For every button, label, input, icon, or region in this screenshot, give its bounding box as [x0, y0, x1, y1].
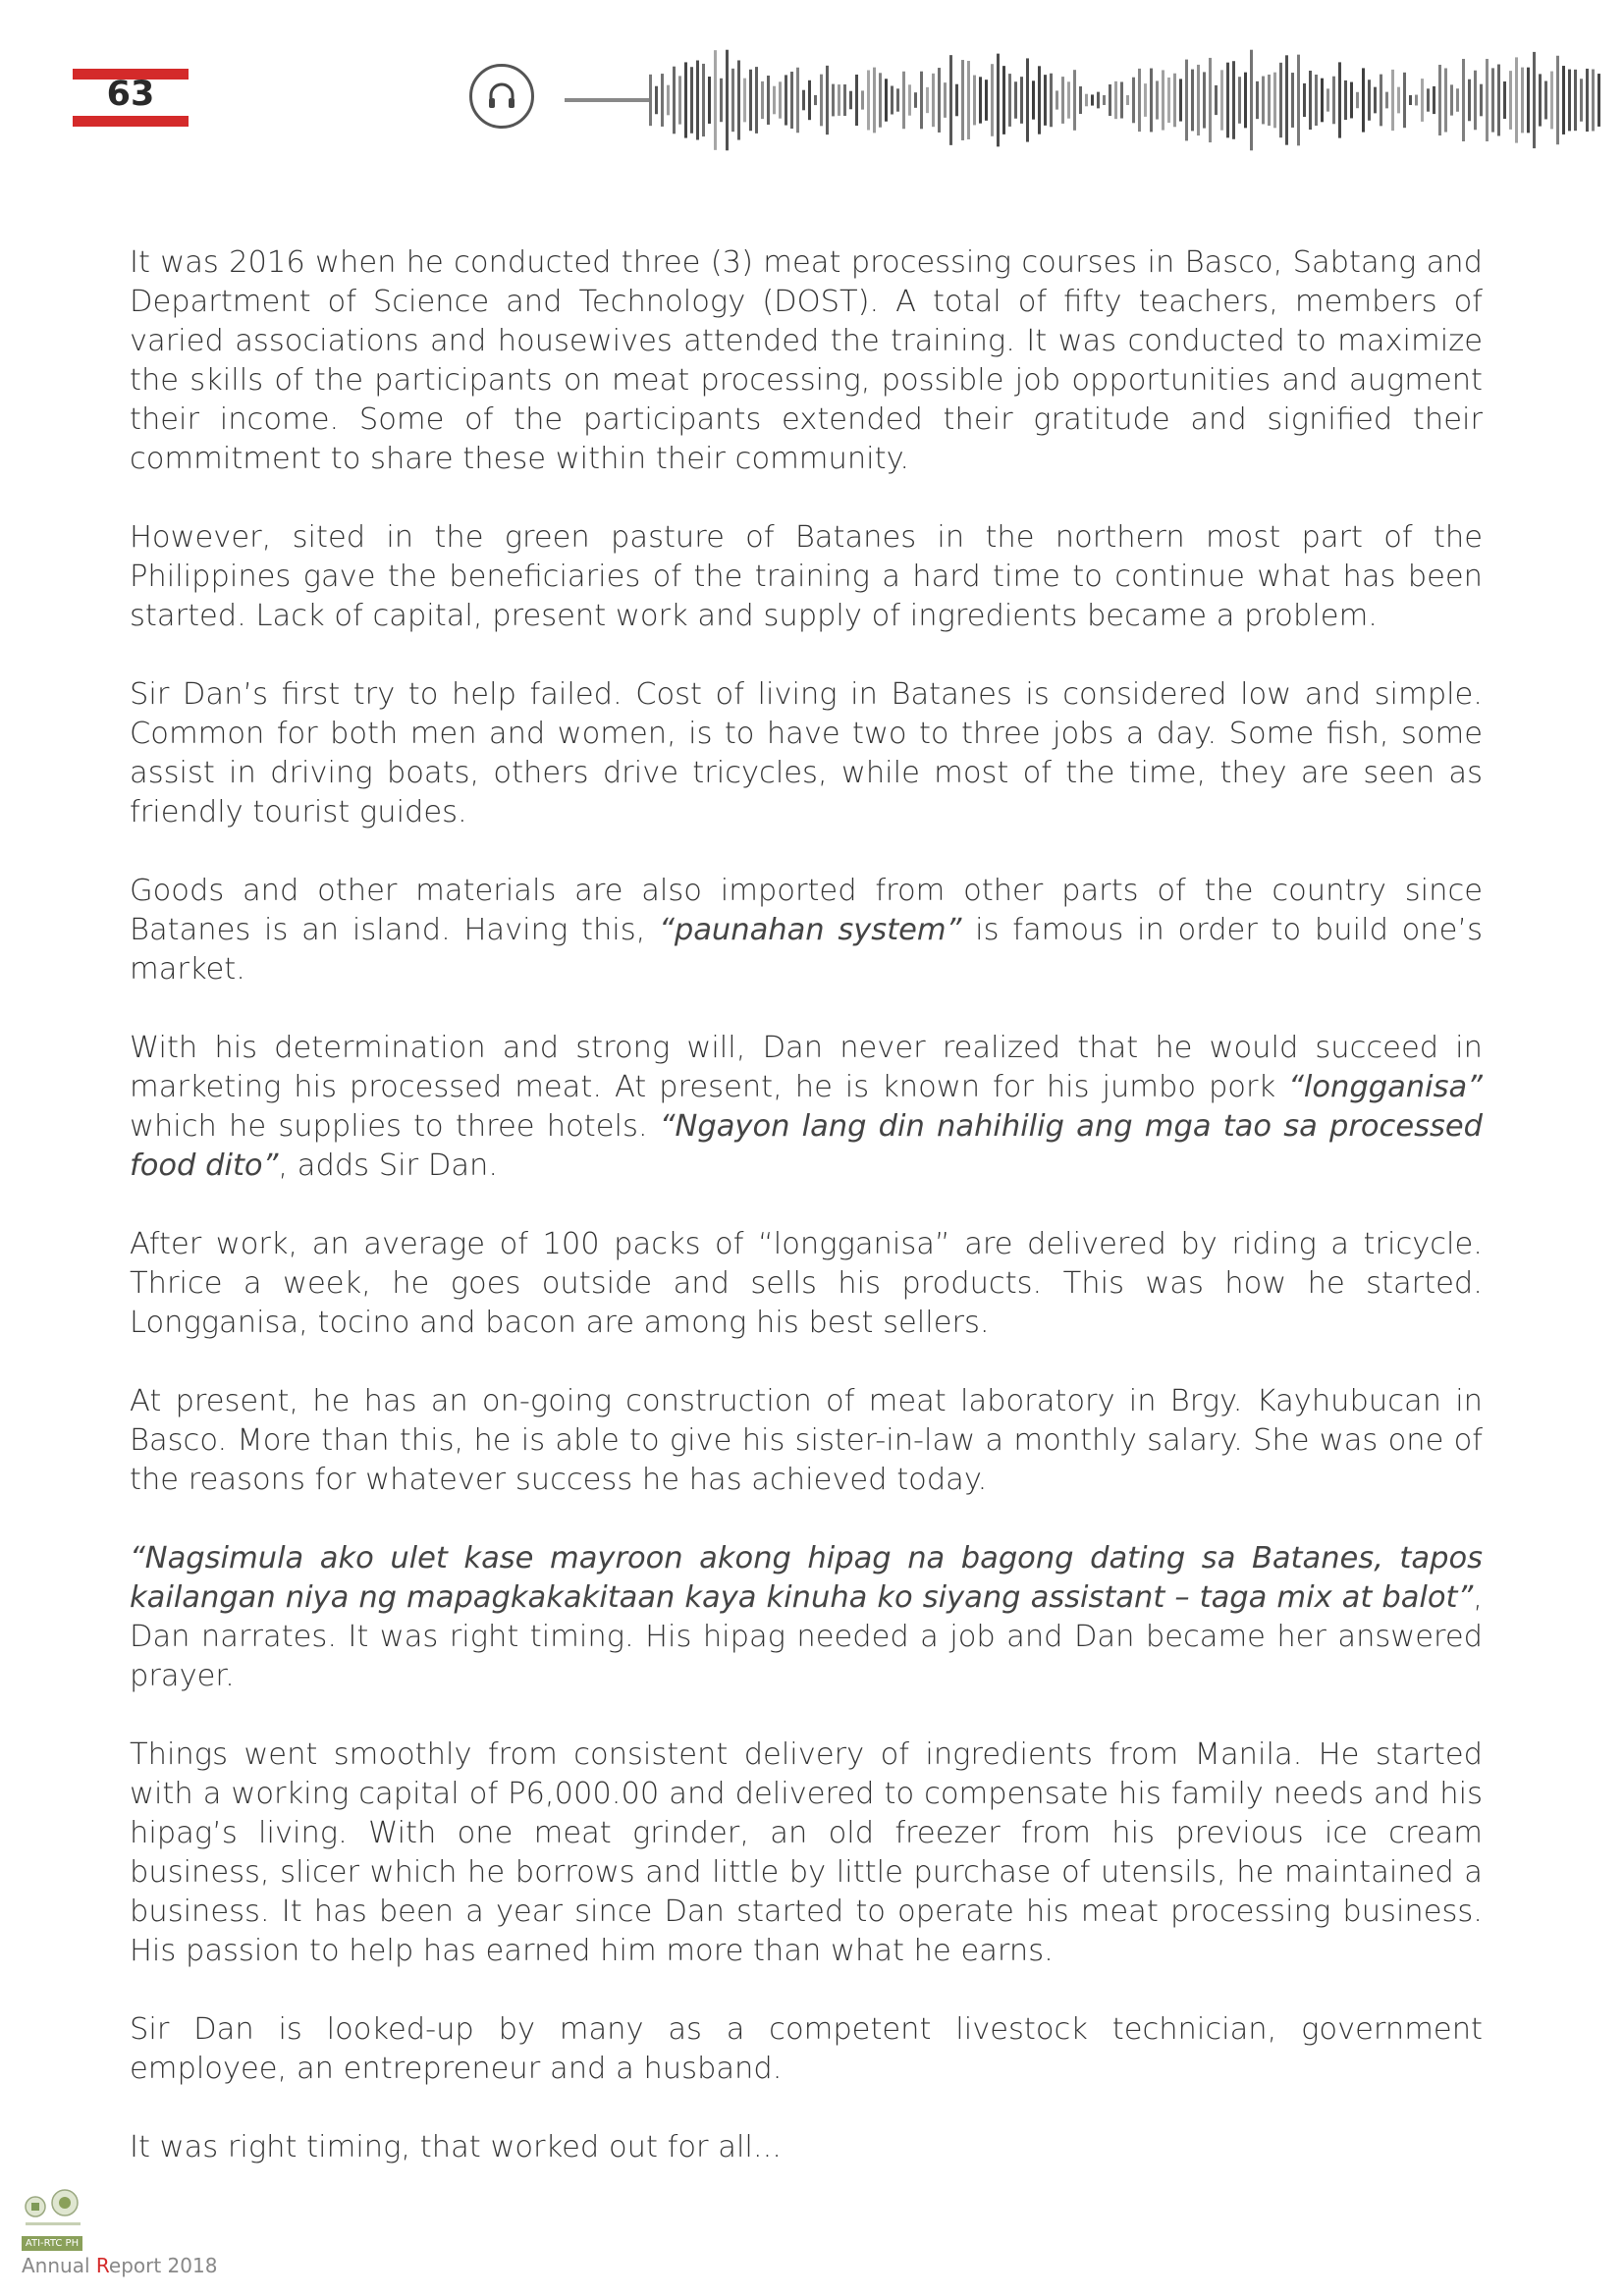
- page-number-badge: [73, 61, 189, 132]
- text-segment: is famous in order to build one’s market.: [130, 913, 1483, 987]
- text-segment: Things went smoothly from consistent delivery of ingredients from Manila. He started with a working capital of P6,000.00 and delivered to compensate his family needs and his hipag’s living. With one meat grinder, an old freezer from his previous ice cream business, slicer which he borrows and little by little purchase of utensils, he maintained a business. It has been a year since Dan started to operate his meat processing business. His passion to help has earned him more than what he earns.: [130, 1737, 1483, 1968]
- article-paragraph: [130, 1735, 1483, 1971]
- article-paragraph: [130, 1225, 1483, 1343]
- article-body: [130, 243, 1483, 2207]
- text-segment: Sir Dan’s first try to help failed. Cost of living in Batanes is considered low and simple. Common for both men and women, is to have two to three jobs a day. Some fish, some assist in driving boats, others drive tricycles, while most of the time, they are seen as friendly tourist guides.: [130, 677, 1483, 829]
- article-paragraph: [130, 1029, 1483, 1186]
- text-segment: Sir Dan is looked-up by many as a competent livestock technician, government employee, an entrepreneur and a husband.: [130, 2012, 1483, 2086]
- article-paragraph: [130, 2010, 1483, 2089]
- article-paragraph: [130, 2128, 1483, 2167]
- annual-report-label: [22, 2254, 217, 2277]
- italic-quote: “longganisa”: [1288, 1070, 1483, 1104]
- footer-branding: [22, 2187, 238, 2285]
- text-segment: With his determination and strong will, Dan never realized that he would succeed in marketing his processed meat. At present, he is known for his jumbo pork: [130, 1031, 1483, 1104]
- text-segment: It was 2016 when he conducted three (3) meat processing courses in Basco, Sabtang and Department of Science and Technology (DOST). A total of fifty teachers, members of varied associations and housewives attended the training. It was conducted to maximize the skills of the participants on meat processing, possible job opportunities and augment their income. Some of the participants extended their gratitude and signified their commitment to share these within their community.: [130, 245, 1483, 476]
- text-segment: At present, he has an on-going construction of meat laboratory in Brgy. Kayhubucan in Basco. More than this, he is able to give his sister-in-law a monthly salary. She was one of the reasons for whatever success he has achieved today.: [130, 1384, 1483, 1497]
- badge-bottom-bar: [73, 116, 189, 127]
- logo-band: ATI-RTC PH: [22, 2236, 82, 2251]
- article-paragraph: [130, 1382, 1483, 1500]
- footer-label-accent: R: [95, 2254, 109, 2277]
- article-paragraph: [130, 243, 1483, 479]
- text-segment: , Dan narrates. It was right timing. His hipag needed a job and Dan became her answered prayer.: [130, 1580, 1483, 1693]
- organization-logo-icon: [22, 2187, 84, 2230]
- text-segment: Goods and other materials are also imported from other parts of the country since Batanes is an island. Having this,: [130, 874, 1483, 947]
- article-paragraph: [130, 872, 1483, 989]
- article-paragraph: [130, 1539, 1483, 1696]
- text-segment: After work, an average of 100 packs of “longganisa” are delivered by riding a tricycle. Thrice a week, he goes outside and sells his products. This was how he started. Longganisa, tocino and bacon are among his best sellers.: [130, 1227, 1483, 1340]
- italic-quote: “Nagsimula ako ulet kase mayroon akong hipag na bagong dating sa Batanes, tapos kailangan niya ng mapagkakakitaan kaya kinuha ko siyang assistant – taga mix at balot”: [130, 1541, 1483, 1615]
- article-paragraph: [130, 518, 1483, 636]
- text-segment: It was right timing, that worked out for all...: [130, 2130, 782, 2164]
- italic-quote: “Ngayon lang din nahihilig ang mga tao sa processed food dito”: [130, 1109, 1483, 1183]
- article-paragraph: [130, 675, 1483, 832]
- audio-waveform-graphic: [565, 33, 1605, 167]
- text-segment: However, sited in the green pasture of Batanes in the northern most part of the Philippines gave the beneficiaries of the training a hard time to continue what has been started. Lack of capital, present work and supply of ingredients became a problem.: [130, 520, 1483, 633]
- text-segment: , adds Sir Dan.: [278, 1148, 499, 1183]
- footer-label-post: eport 2018: [108, 2254, 218, 2277]
- page-number: 63: [106, 75, 155, 114]
- footer-label-pre: Annual: [22, 2254, 96, 2277]
- headphones-icon: [469, 64, 534, 129]
- text-segment: which he supplies to three hotels.: [130, 1109, 660, 1144]
- italic-quote: “paunahan system”: [659, 913, 962, 947]
